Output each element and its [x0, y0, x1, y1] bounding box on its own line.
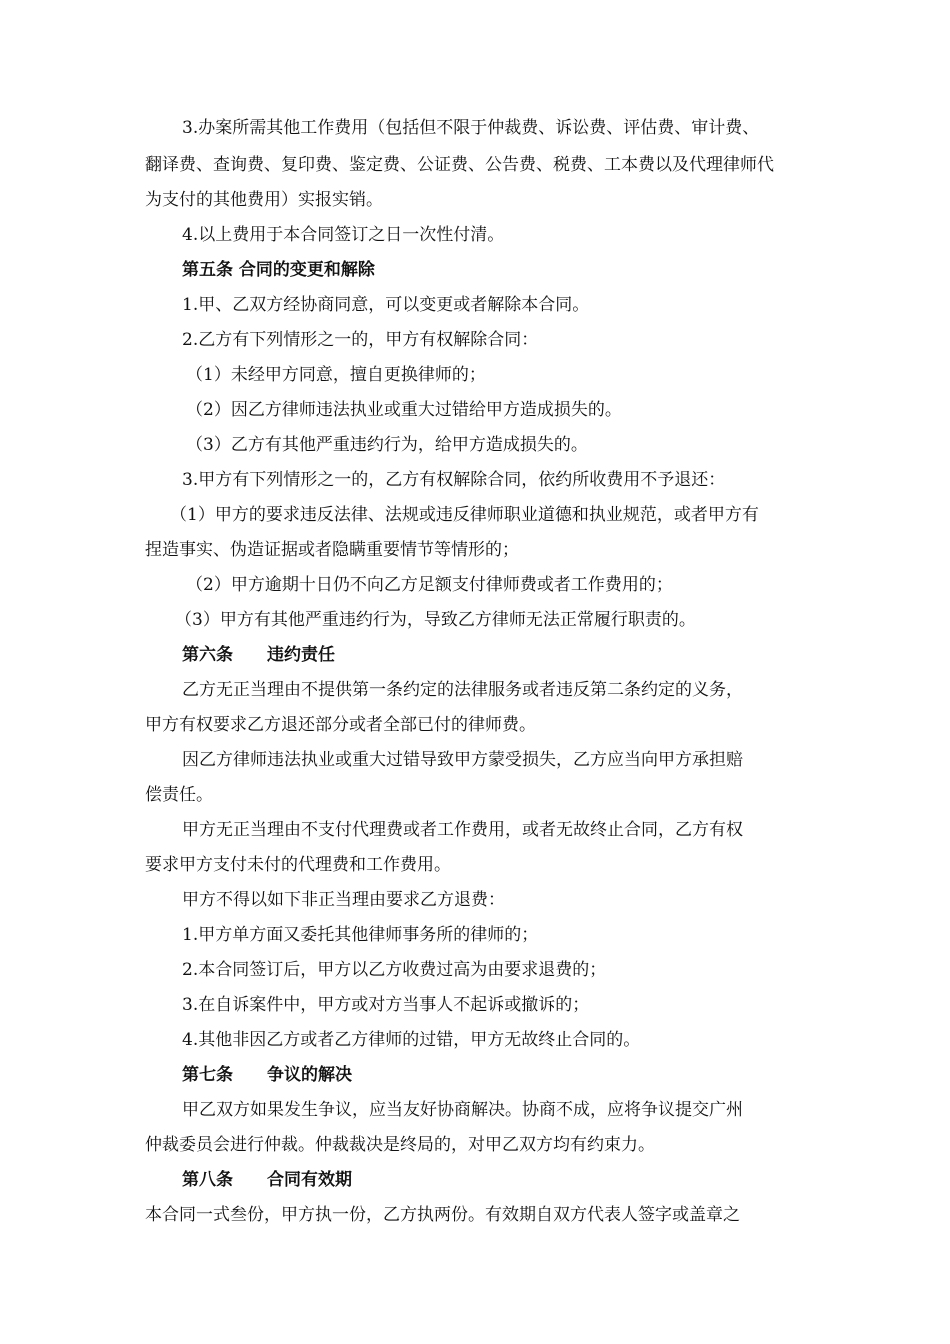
paragraph-line: （2）因乙方律师违法执业或重大过错给甲方造成损失的。 [186, 400, 622, 420]
section-heading [182, 1065, 810, 1085]
paragraph-line: 3.在自诉案件中，甲方或对方当事人不起诉或撤诉的； [182, 995, 590, 1015]
paragraph-line: 甲方无正当理由不支付代理费或者工作费用，或者无故终止合同，乙方有权 [182, 820, 743, 840]
paragraph-line: （2）甲方逾期十日仍不向乙方足额支付律师费或者工作费用的； [186, 575, 673, 595]
paragraph-line: 1.甲方单方面又委托其他律师事务所的律师的； [182, 925, 539, 945]
paragraph-line: 乙方无正当理由不提供第一条约定的法律服务或者违反第二条约定的义务， [182, 680, 743, 700]
paragraph-line: 1.甲、乙双方经协商同意，可以变更或者解除本合同。 [182, 295, 590, 315]
paragraph-line: 要求甲方支付未付的代理费和工作费用。 [145, 855, 451, 875]
paragraph-line: 本合同一式叁份，甲方执一份，乙方执两份。有效期自双方代表人签字或盖章之 [145, 1205, 740, 1225]
paragraph-line: 甲方有权要求乙方退还部分或者全部已付的律师费。 [145, 715, 536, 735]
section-number: 第七条 [182, 1065, 233, 1085]
section-heading [182, 645, 810, 665]
paragraph-line: 翻译费、查询费、复印费、鉴定费、公证费、公告费、税费、工本费以及代理律师代 [145, 155, 774, 175]
paragraph-line: 甲乙双方如果发生争议，应当友好协商解决。协商不成，应将争议提交广州 [182, 1100, 743, 1120]
paragraph-line: 4.其他非因乙方或者乙方律师的过错，甲方无故终止合同的。 [182, 1030, 641, 1050]
section-title: 违约责任 [267, 645, 335, 665]
paragraph-line: （1）未经甲方同意，擅自更换律师的； [186, 365, 486, 385]
paragraph-line: 3.办案所需其他工作费用（包括但不限于仲裁费、诉讼费、评估费、审计费、 [182, 118, 760, 138]
section-heading: 第五条 合同的变更和解除 [182, 260, 375, 280]
paragraph-line: 2.乙方有下列情形之一的，甲方有权解除合同： [182, 330, 539, 350]
paragraph-line: 3.甲方有下列情形之一的，乙方有权解除合同，依约所收费用不予退还： [182, 470, 726, 490]
section-heading [182, 1170, 810, 1190]
paragraph-line: （3）甲方有其他严重违约行为，导致乙方律师无法正常履行职责的。 [175, 610, 696, 630]
section-title: 合同有效期 [267, 1170, 352, 1190]
paragraph-line: 因乙方律师违法执业或重大过错导致甲方蒙受损失，乙方应当向甲方承担赔 [182, 750, 743, 770]
paragraph-line: 捏造事实、伪造证据或者隐瞒重要情节等情形的； [145, 540, 519, 560]
paragraph-line: （3）乙方有其他严重违约行为，给甲方造成损失的。 [186, 435, 588, 455]
paragraph-line: 仲裁委员会进行仲裁。仲裁裁决是终局的，对甲乙双方均有约束力。 [145, 1135, 655, 1155]
paragraph-line: 2.本合同签订后，甲方以乙方收费过高为由要求退费的； [182, 960, 607, 980]
section-number: 第六条 [182, 645, 233, 665]
paragraph-line: 偿责任。 [145, 785, 213, 805]
paragraph-line: （1）甲方的要求违反法律、法规或违反律师职业道德和执业规范，或者甲方有 [170, 505, 759, 525]
section-number: 第八条 [182, 1170, 233, 1190]
paragraph-line: 甲方不得以如下非正当理由要求乙方退费： [182, 890, 505, 910]
paragraph-line: 4.以上费用于本合同签订之日一次性付清。 [182, 225, 505, 245]
paragraph-line: 为支付的其他费用）实报实销。 [145, 190, 383, 210]
section-title: 争议的解决 [267, 1065, 352, 1085]
